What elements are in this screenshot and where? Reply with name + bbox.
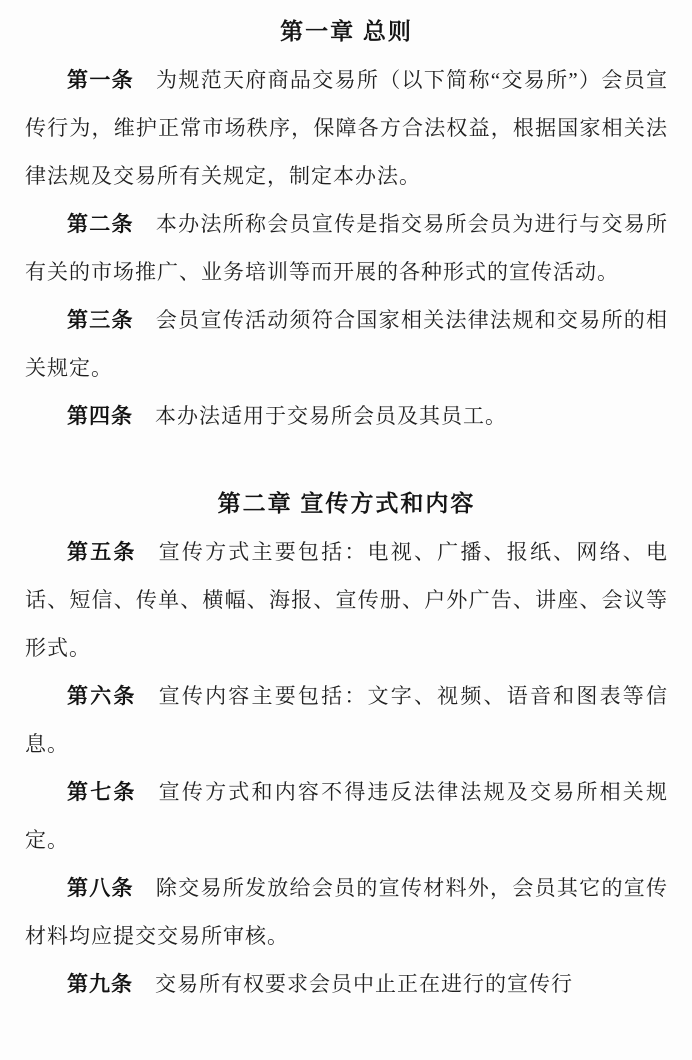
article-6 bbox=[25, 672, 668, 768]
article-1-number: 第一条 bbox=[67, 68, 134, 92]
article-1 bbox=[25, 56, 668, 200]
article-4-number: 第四条 bbox=[67, 404, 133, 428]
article-9-number: 第九条 bbox=[67, 972, 133, 996]
article-8-number: 第八条 bbox=[67, 876, 134, 900]
article-5 bbox=[25, 528, 668, 672]
article-2 bbox=[25, 200, 668, 296]
article-6-number: 第六条 bbox=[67, 684, 137, 708]
article-2-number: 第二条 bbox=[67, 212, 134, 236]
article-3 bbox=[25, 296, 668, 392]
article-5-text: 宣传方式主要包括：电视、广播、报纸、网络、电话、短信、传单、横幅、海报、宣传册、户外广告、讲座、会议等形式。 bbox=[25, 540, 669, 660]
article-8 bbox=[25, 864, 668, 960]
article-9-text: 交易所有权要求会员中止正在进行的宣传行 bbox=[155, 972, 574, 996]
article-8-text: 除交易所发放给会员的宣传材料外，会员其它的宣传材料均应提交交易所审核。 bbox=[25, 876, 669, 948]
chapter-1-title: 第一章 总则 bbox=[280, 19, 413, 44]
article-3-text: 会员宣传活动须符合国家相关法律法规和交易所的相关规定。 bbox=[25, 308, 669, 380]
chapter-2-title: 第二章 宣传方式和内容 bbox=[217, 491, 476, 516]
article-9 bbox=[25, 960, 668, 1008]
article-5-number: 第五条 bbox=[67, 540, 137, 564]
article-7-text: 宣传方式和内容不得违反法律法规及交易所相关规定。 bbox=[25, 780, 669, 852]
article-1-text: 为规范天府商品交易所（以下简称“交易所”）会员宣传行为，维护正常市场秩序，保障各方合法权益，根据国家相关法律法规及交易所有关规定，制定本办法。 bbox=[25, 68, 669, 188]
article-3-number: 第三条 bbox=[67, 308, 134, 332]
article-6-text: 宣传内容主要包括：文字、视频、语音和图表等信息。 bbox=[25, 684, 669, 756]
article-4-text: 本办法适用于交易所会员及其员工。 bbox=[155, 404, 508, 428]
article-2-text: 本办法所称会员宣传是指交易所会员为进行与交易所有关的市场推广、业务培训等而开展的各种形式的宣传活动。 bbox=[25, 212, 669, 284]
article-7-number: 第七条 bbox=[67, 780, 137, 804]
article-4 bbox=[25, 392, 668, 440]
article-7 bbox=[25, 768, 668, 864]
